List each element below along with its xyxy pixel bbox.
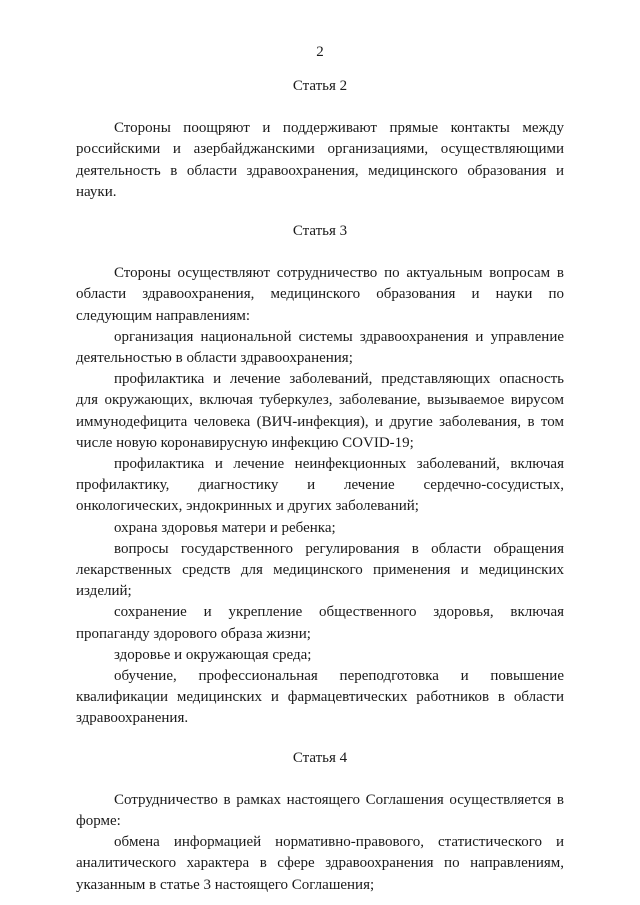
article-4-heading: Статья 4	[292, 749, 348, 766]
page-number: 2	[316, 44, 324, 60]
article-2-heading: Статья 2	[292, 78, 348, 94]
article-2	[76, 76, 564, 203]
article-4-paragraph-2: обмена информацией нормативно-правового, статистического и аналитического характера в сфере здравоохранения по направлениям, указанным в статье 3 настоящего Соглашения;	[76, 834, 564, 893]
article-4	[76, 748, 564, 896]
article-3	[76, 221, 564, 730]
article-3-paragraph-2: организация национальной системы здравоохранения и управление деятельностью в области здравоохранения;	[76, 328, 564, 366]
article-2-paragraph-1: Стороны поощряют и поддерживают прямые контакты между российскими и азербайджанскими организациями, осуществляющими деятельность в области здравоохранения, медицинского образования и науки.	[76, 120, 564, 200]
article-3-paragraph-1: Стороны осуществляют сотрудничество по актуальным вопросам в области здравоохранения, медицинского образования и науки по следующим направлениям:	[76, 265, 564, 324]
article-3-paragraph-3: профилактика и лечение заболеваний, представляющих опасность для окружающих, включая туберкулез, заболевание, вызываемое вирусом иммунодефицита человека (ВИЧ-инфекция), и другие заболевания, в том числе новую коронавирусную инфекцию COVID-19;	[76, 371, 564, 451]
article-3-paragraph-8: здоровье и окружающая среда;	[114, 646, 312, 663]
article-3-paragraph-6: вопросы государственного регулирования в области обращения лекарственных средств для медицинского применения и медицинских изделий;	[76, 540, 564, 600]
article-3-heading: Статья 3	[292, 223, 348, 239]
article-3-paragraph-5: охрана здоровья матери и ребенка;	[114, 519, 336, 536]
article-3-paragraph-9: обучение, профессиональная переподготовка и повышение квалификации медицинских и фармацевтических работников в области здравоохранения.	[76, 668, 564, 727]
document-body	[76, 76, 564, 896]
article-4-paragraph-1: Сотрудничество в рамках настоящего Соглашения осуществляется в форме:	[76, 791, 564, 830]
article-3-paragraph-7: сохранение и укрепление общественного здоровья, включая пропаганду здорового образа жизни;	[76, 604, 564, 642]
article-3-paragraph-4: профилактика и лечение неинфекционных заболеваний, включая профилактику, диагностику и лечение сердечно-сосудистых, онкологических, эндокринных и других заболеваний;	[76, 456, 564, 515]
